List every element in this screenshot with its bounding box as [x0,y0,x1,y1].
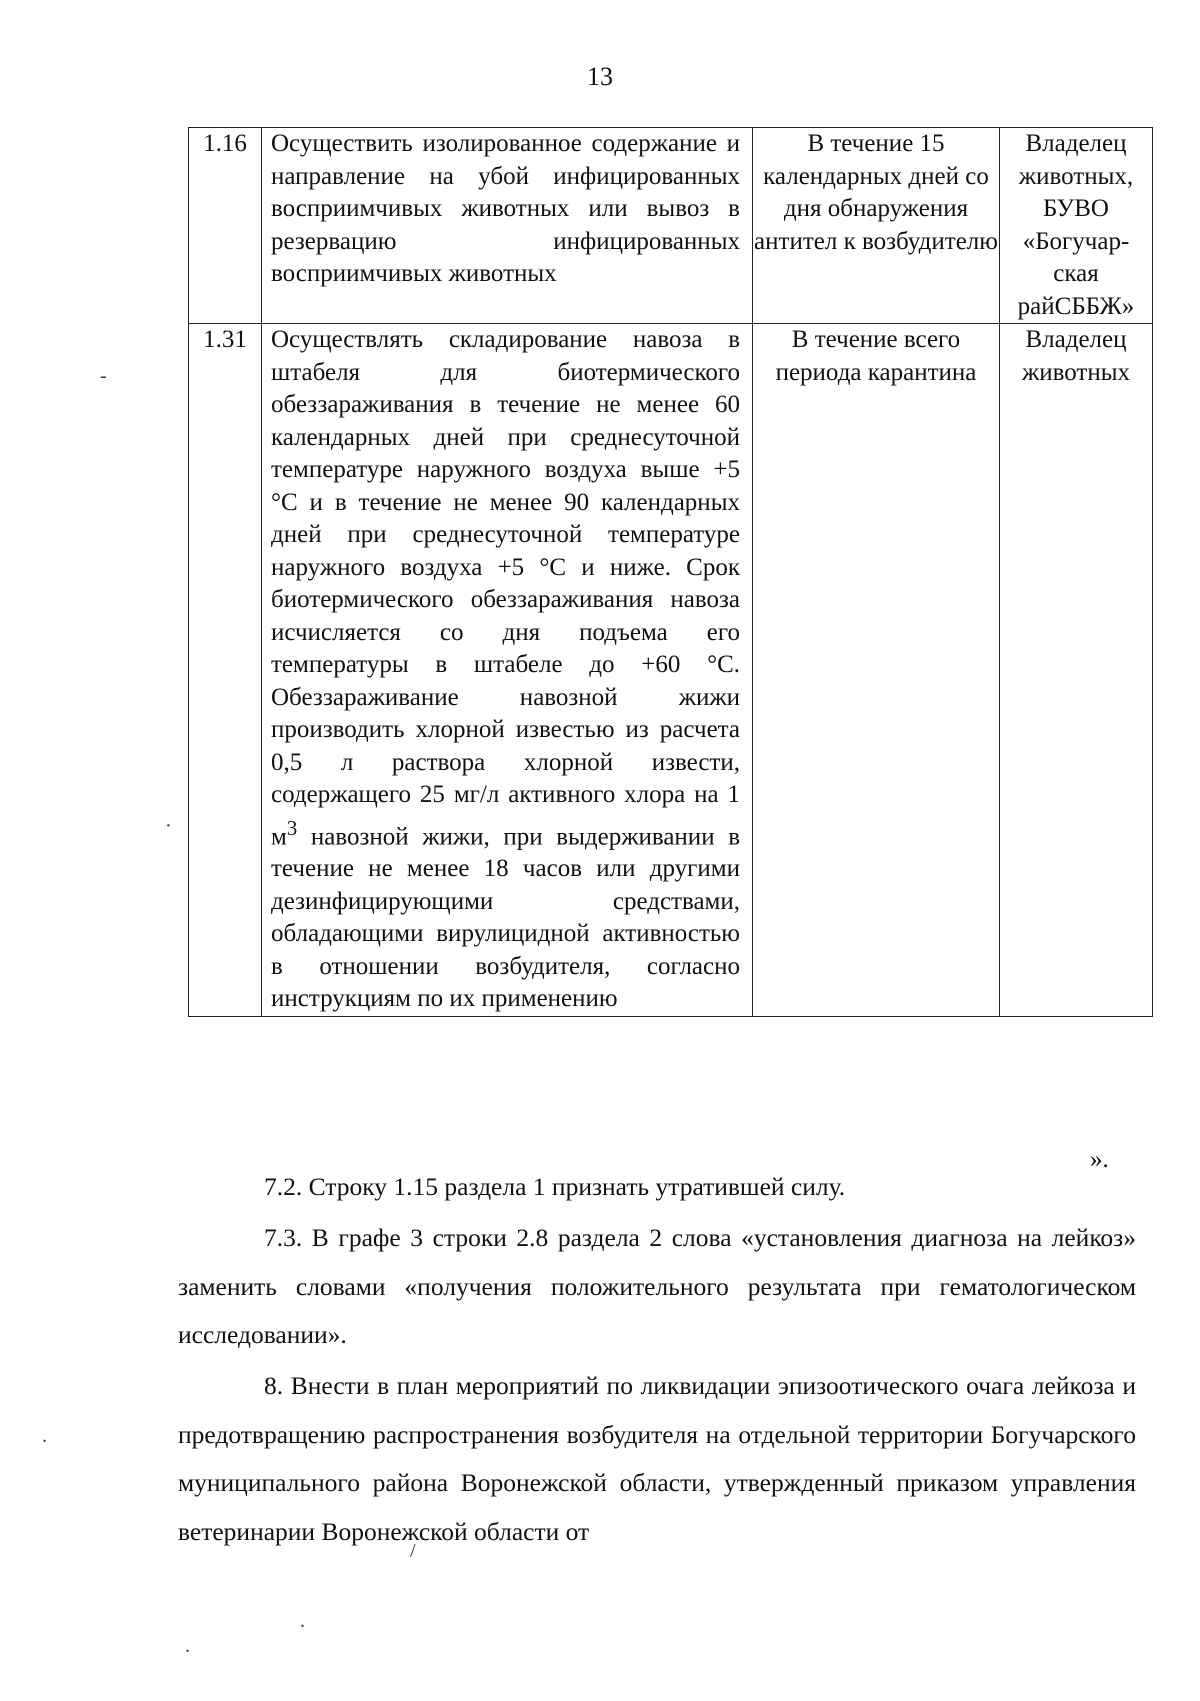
paragraph-7-3: 7.3. В графе 3 строки 2.8 раздела 2 слова «установления диагноза на лейкоз» заменить словами «получения положительного результата при гематологическом исследовании». [178,1223,1136,1349]
superscript-unit: 3 [286,815,298,840]
row-number: 1.16 [189,128,262,324]
scan-mark: · [165,815,172,837]
responsible-cell: Владелец животных, БУВО «Богучар-ская райСББЖ» [1000,128,1153,324]
paragraph-7-2: 7.2. Строку 1.15 раздела 1 признать утратившей силу. [264,1172,846,1201]
table-row [189,128,1153,324]
scan-mark: . [300,1610,305,1632]
scan-mark: - [100,365,107,387]
scan-mark: . [42,1425,47,1447]
deadline-cell: В течение 15 календарных дней со дня обнаружения антител к возбудителю [753,128,1000,324]
measures-table [188,127,1153,1017]
description-text: Осуществлять складирование навоза в штабеля для биотермического обеззараживания в течение не менее 60 календарных дней при среднесуточной температуре наружного воздуха выше +5 °С и в течение не менее 90 календарных дней при среднесуточной температуре наружного воздуха +5 °С и ниже. Срок биотермического обеззараживания навоза исчисляется со дня подъема его температуры в штабеле до +60 °С. Обеззараживание навозной жижи производить хлорной известью из расчета 0,5 л раствора хлорной извести, содержащего 25 мг/л активного хлора на 1 м [271,326,740,850]
description-text-end: навозной жижи, при выдерживании в течение не менее 18 часов или другими дезинфицирующими средствами, обладающими вирулицидной активностью в отношении возбудителя, согласно инструкциям по их применению [271,822,740,1013]
paragraph-8: 8. Внести в план мероприятий по ликвидации эпизоотического очага лейкоза и предотвращению распространения возбудителя на отдельной территории Богучарского муниципального района Воронежской области, утвержденный приказом управления ветеринарии Воронежской области от [178,1371,1136,1546]
scan-mark: / [410,1540,416,1562]
table-row [189,324,1153,1017]
closing-quote: ». [1090,1146,1109,1173]
row-number: 1.31 [189,324,262,1017]
deadline-cell: В течение всего периода карантина [753,324,1000,1017]
measure-description: Осуществить изолированное содержание и направление на убой инфицированных восприимчивых животных или вывоз в резервацию инфицированных восприимчивых животных [262,128,753,324]
responsible-cell: Владелец животных [1000,324,1153,1017]
scan-mark: . [185,1635,190,1657]
page-number: 13 [587,62,613,91]
measure-description [262,324,753,1017]
